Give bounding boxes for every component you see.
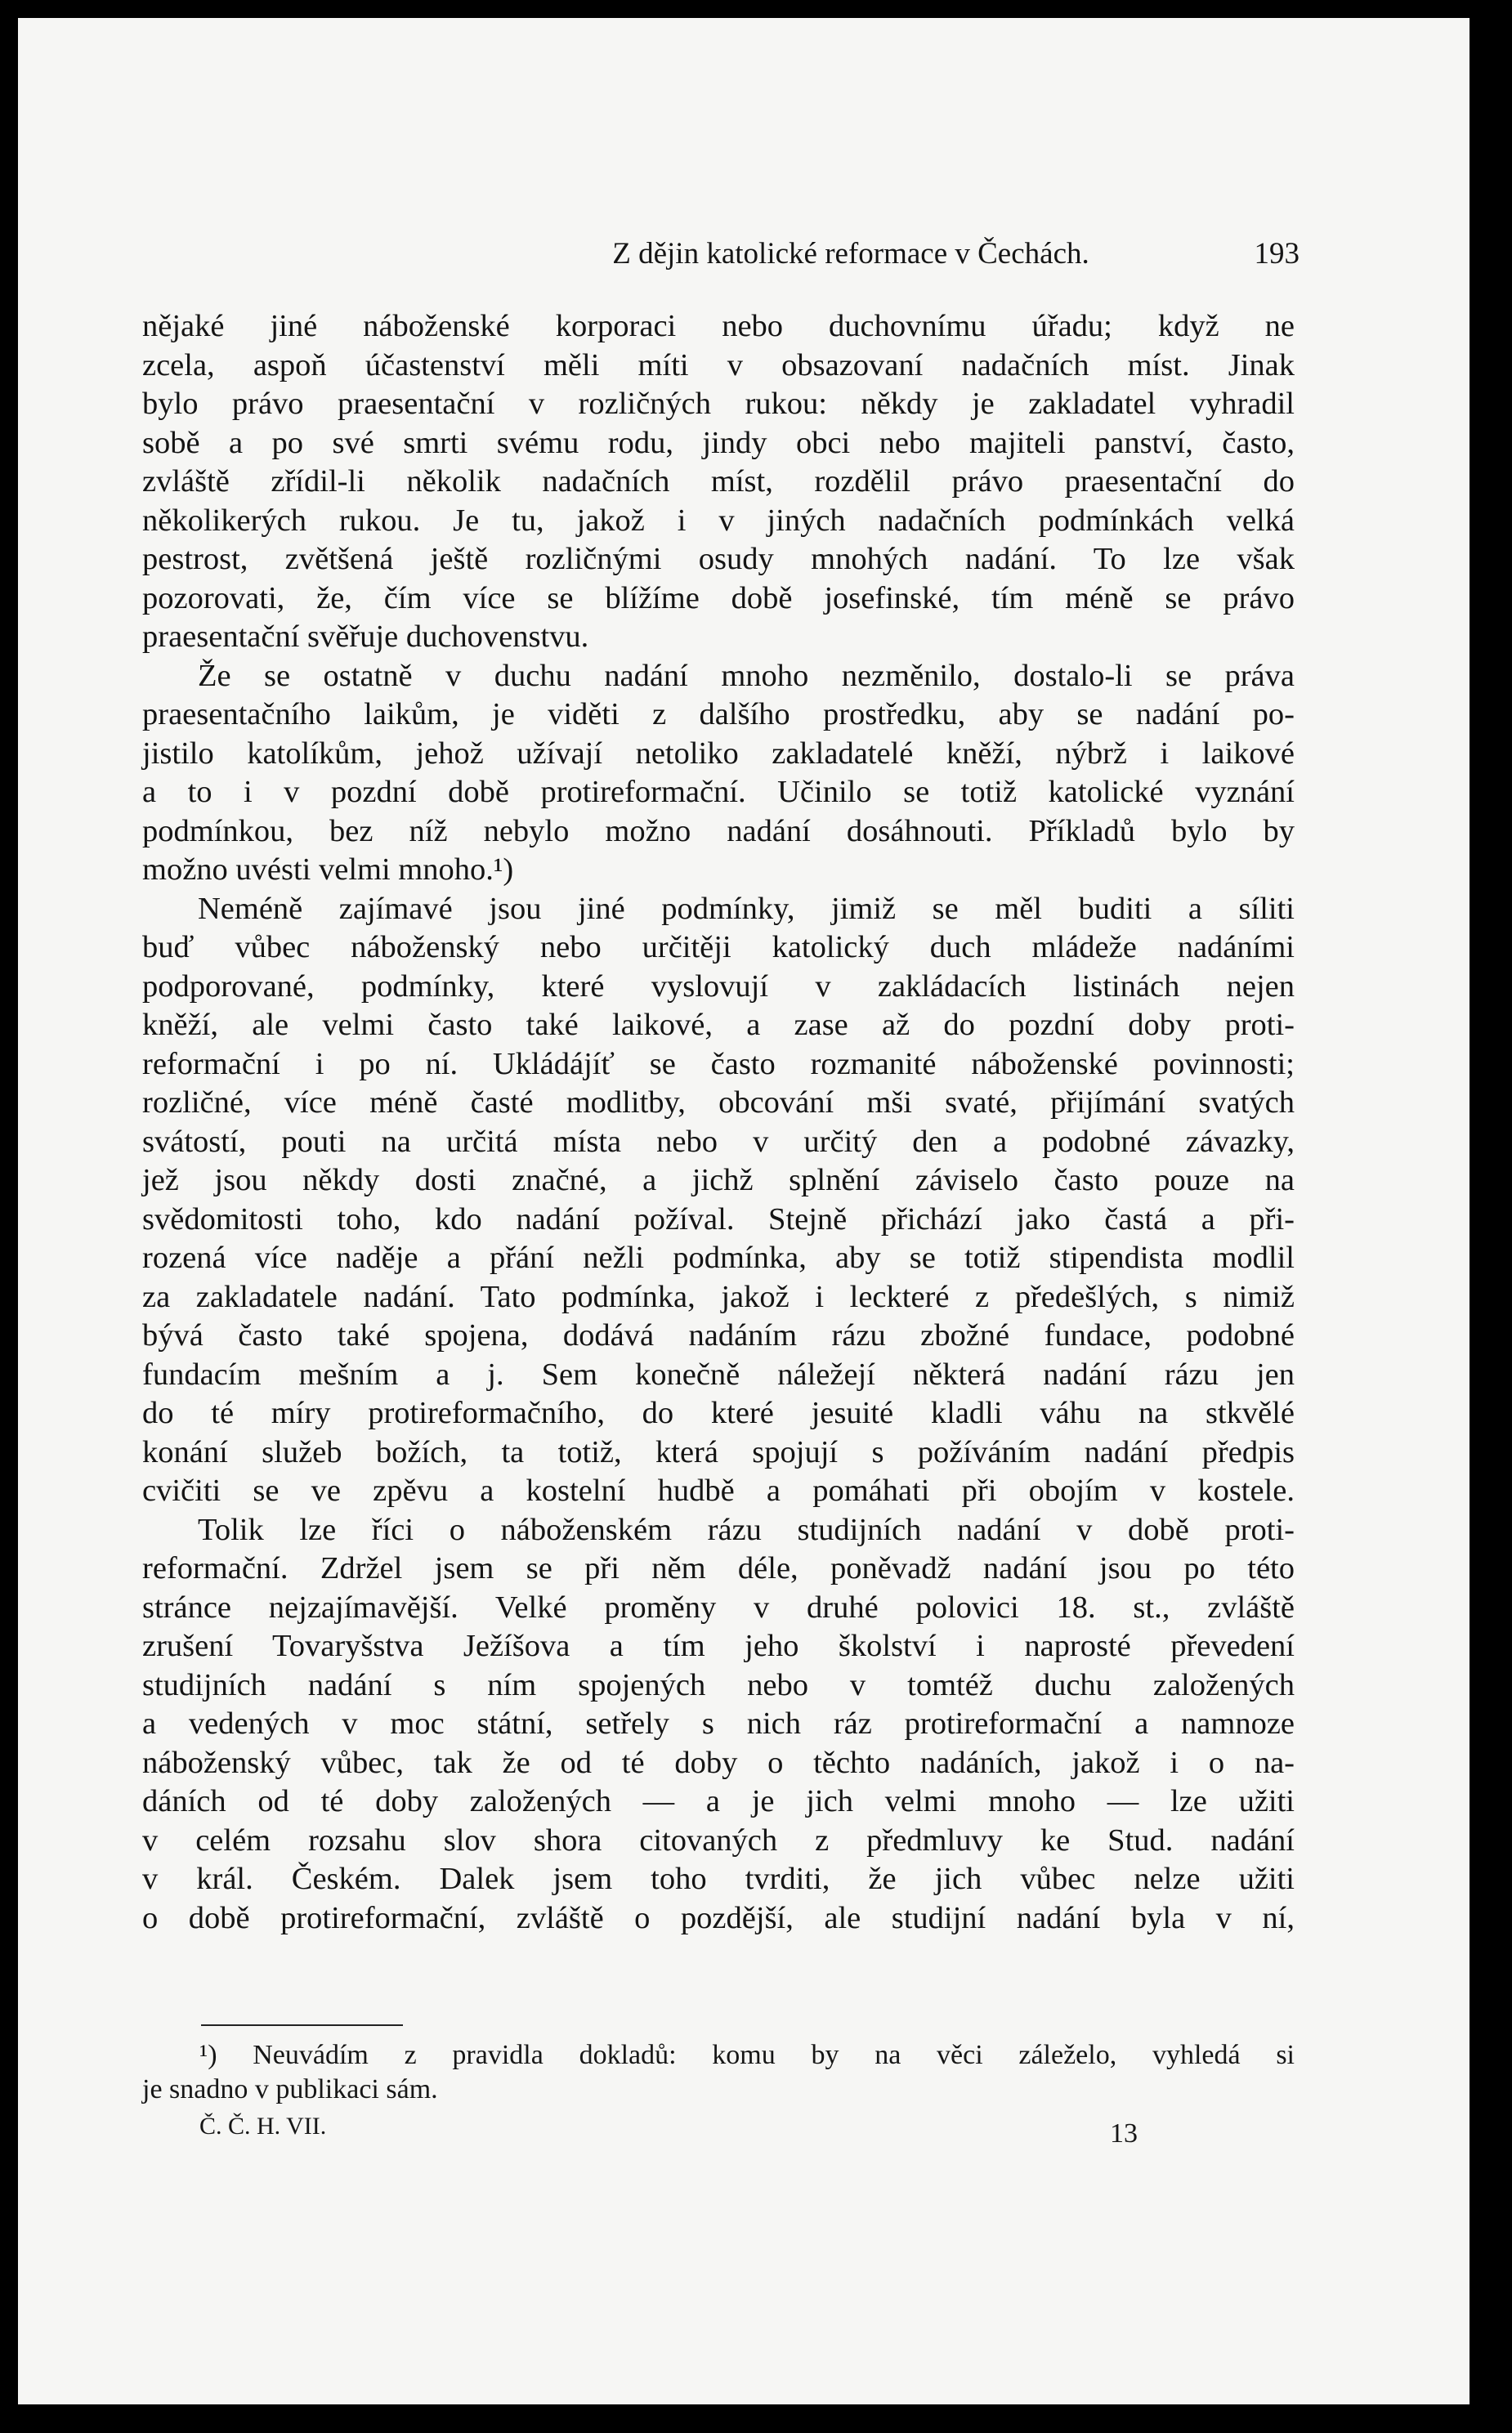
text-line: rozličné, více méně časté modlitby, obcování mši svaté, přijímání svatých (142, 1085, 1295, 1120)
text-line: bývá často také spojena, dodává nadáním rázu zbožné fundace, podobné (142, 1318, 1295, 1353)
text-line: zvláště zřídil-li několik nadačních míst, rozdělil právo praesentační do (142, 464, 1295, 499)
text-line: jistilo katolíkům, jehož užívají netoliko zakladatelé kněží, nýbrž i laikové (142, 736, 1295, 771)
text-line: reformační i po ní. Ukládájíť se často rozmanité náboženské povinnosti; (142, 1046, 1295, 1081)
footnote (142, 2038, 1295, 2107)
text-line: sobě a po své smrti svému rodu, jindy obci nebo majiteli panství, často, (142, 425, 1295, 460)
main-text (142, 307, 1295, 1938)
text-line: cvičiti se ve zpěvu a kostelní hudbě a pomáhati při obojím v kostele. (142, 1474, 1295, 1508)
text-line: buď vůbec náboženský nebo určitěji katolický duch mládeže nadáními (142, 930, 1295, 964)
text-line: kněží, ale velmi často také laikové, a zase až do pozdní doby proti- (142, 1008, 1295, 1042)
text-line: a to i v pozdní době protireformační. Učinilo se totiž katolické vyznání (142, 775, 1295, 809)
text-line: o době protireformační, zvláště o pozdější, ale studijní nadání byla v ní, (142, 1900, 1295, 1935)
text-line: podporované, podmínky, které vyslovují v zakládacích listinách nejen (142, 968, 1295, 1004)
text-line: fundacím mešním a j. Sem konečně náležejí některá nadání rázu jen (142, 1357, 1295, 1392)
paragraph-start-line: Tolik lze říci o náboženském rázu studijních nadání v době proti- (198, 1512, 1295, 1547)
journal-signature: Č. Č. H. VII. (199, 2113, 327, 2140)
text-line: praesentačního laikům, je viděti z dalšího prostředku, aby se nadání po- (142, 697, 1295, 731)
text-line: možno uvésti velmi mnoho.¹) (142, 852, 514, 887)
running-title: Z dějin katolické reformace v Čechách. (612, 237, 1089, 271)
text-line: v celém rozsahu slov shora citovaných z předmluvy ke Stud. nadání (142, 1823, 1295, 1858)
text-line: podmínkou, bez níž nebylo možno nadání dosáhnouti. Příkladů bylo by (142, 813, 1295, 848)
text-line: pozorovati, že, čím více se blížíme době josefinské, tím méně se právo (142, 580, 1295, 615)
footnote-divider (201, 2024, 403, 2026)
text-line: za zakladatele nadání. Tato podmínka, jakož i leckteré z předešlých, s nimiž (142, 1279, 1295, 1314)
text-line: dáních od té doby založených — a je jich velmi mnoho — lze užiti (142, 1784, 1295, 1818)
page-number: 193 (1254, 237, 1300, 271)
text-line: rozená více naděje a přání nežli podmínka, aby se totiž stipendista modlil (142, 1241, 1295, 1275)
text-line: zcela, aspoň účastenství měli míti v obsazovaní nadačních míst. Jinak (142, 347, 1295, 382)
text-line: zrušení Tovaryšstva Ježíšova a tím jeho školství i naprosté převedení (142, 1629, 1295, 1663)
page (18, 18, 1470, 2404)
text-line: praesentační svěřuje duchovenstvu. (142, 619, 589, 654)
text-line: svědomitosti toho, kdo nadání požíval. Stejně přichází jako častá a při- (142, 1201, 1295, 1237)
text-line: studijních nadání s ním spojených nebo v tomtéž duchu založených (142, 1667, 1295, 1702)
text-line: stránce nejzajímavější. Velké proměny v druhé polovici 18. st., zvláště (142, 1590, 1295, 1625)
text-line: a vedených v moc státní, setřely s nich ráz protireformační a namnoze (142, 1706, 1295, 1741)
sheet-number: 13 (1110, 2118, 1138, 2149)
text-line: náboženský vůbec, tak že od té doby o těchto nadáních, jakož i o na- (142, 1745, 1295, 1780)
text-line: svátostí, pouti na určitá místa nebo v určitý den a podobné závazky, (142, 1124, 1295, 1159)
text-line: několikerých rukou. Je tu, jakož i v jiných nadačních podmínkách velká (142, 503, 1295, 538)
text-line: do té míry protireformačního, do které jesuité kladli váhu na stkvělé (142, 1396, 1295, 1430)
text-line: konání služeb božích, ta totiž, která spojují s požíváním nadání předpis (142, 1434, 1295, 1469)
running-head (402, 232, 1300, 276)
text-line: v král. Českém. Dalek jsem toho tvrditi, že jich vůbec nelze užiti (142, 1862, 1295, 1896)
footnote-line: je snadno v publikaci sám. (142, 2074, 438, 2104)
text-line: reformační. Zdržel jsem se při něm déle, poněvadž nadání jsou po této (142, 1551, 1295, 1585)
paragraph-start-line: Neméně zajímavé jsou jiné podmínky, jimiž se měl buditi a síliti (198, 891, 1295, 926)
text-line: nějaké jiné náboženské korporaci nebo duchovnímu úřadu; když ne (142, 309, 1295, 343)
text-line: pestrost, zvětšená ještě rozličnými osudy mnohých nadání. To lze však (142, 542, 1295, 576)
text-line: jež jsou někdy dosti značné, a jichž splnění záviselo často pouze na (142, 1163, 1295, 1197)
text-line: bylo právo praesentační v rozličných rukou: někdy je zakladatel vyhradil (142, 387, 1295, 421)
paragraph-start-line: Že se ostatně v duchu nadání mnoho nezměnilo, dostalo-li se práva (198, 658, 1295, 693)
footnote-line: ¹) Neuvádím z pravidla dokladů: komu by na věci záleželo, vyhledá si (199, 2040, 1295, 2070)
